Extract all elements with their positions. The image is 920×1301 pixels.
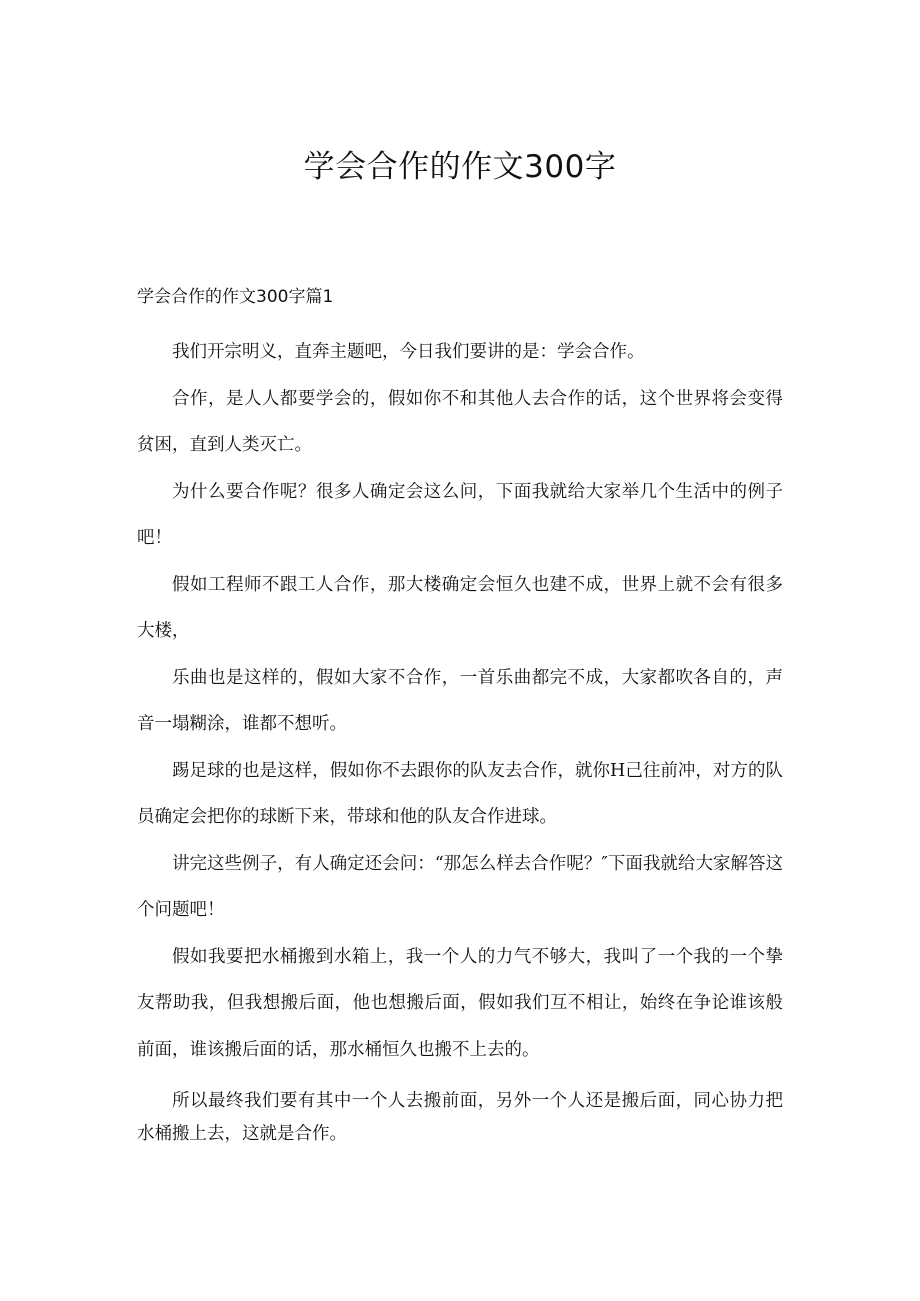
paragraph-3: 为什么要合作呢？很多人确定会这么问，下面我就给大家举几个生活中的例子吧！ — [137, 481, 783, 548]
document-body — [137, 329, 783, 1151]
paragraph-2: 合作，是人人都要学会的，假如你不和其他人去合作的话，这个世界将会变得贫困，直到人类灭亡。 — [137, 388, 783, 455]
document-title: 学会合作的作文300字 — [303, 149, 617, 185]
paragraph-9: 所以最终我们要有其中一个人去搬前面，另外一个人还是搬后面，同心协力把水桶搬上去，这就是合作。 — [137, 1091, 783, 1144]
paragraph-6: 踢足球的也是这样，假如你不去跟你的队友去合作，就你H己往前冲，对方的队员确定会把你的球断下来，带球和他的队友合作进球。 — [137, 760, 783, 827]
paragraph-4: 假如工程师不跟工人合作，那大楼确定会恒久也建不成，世界上就不会有很多大楼， — [137, 574, 783, 641]
paragraph-8: 假如我要把水桶搬到水箱上，我一个人的力气不够大，我叫了一个我的一个挚友帮助我，但我想搬后面，他也想搬后面，假如我们互不相让，始终在争论谁该般前面，谁该搬后面的话，那水桶恒久也搬不上去的。 — [137, 946, 783, 1060]
paragraph-5: 乐曲也是这样的，假如大家不合作，一首乐曲都完不成，大家都吹各自的，声音一塌糊涂，谁都不想听。 — [137, 667, 783, 734]
paragraph-7: 讲完这些例子，有人确定还会问：“那怎么样去合作呢？″下面我就给大家解答这个问题吧！ — [137, 853, 783, 920]
paragraph-1: 我们开宗明义，直奔主题吧，今日我们要讲的是：学会合作。 — [172, 342, 645, 362]
section-heading: 学会合作的作文300字篇1 — [137, 287, 334, 307]
